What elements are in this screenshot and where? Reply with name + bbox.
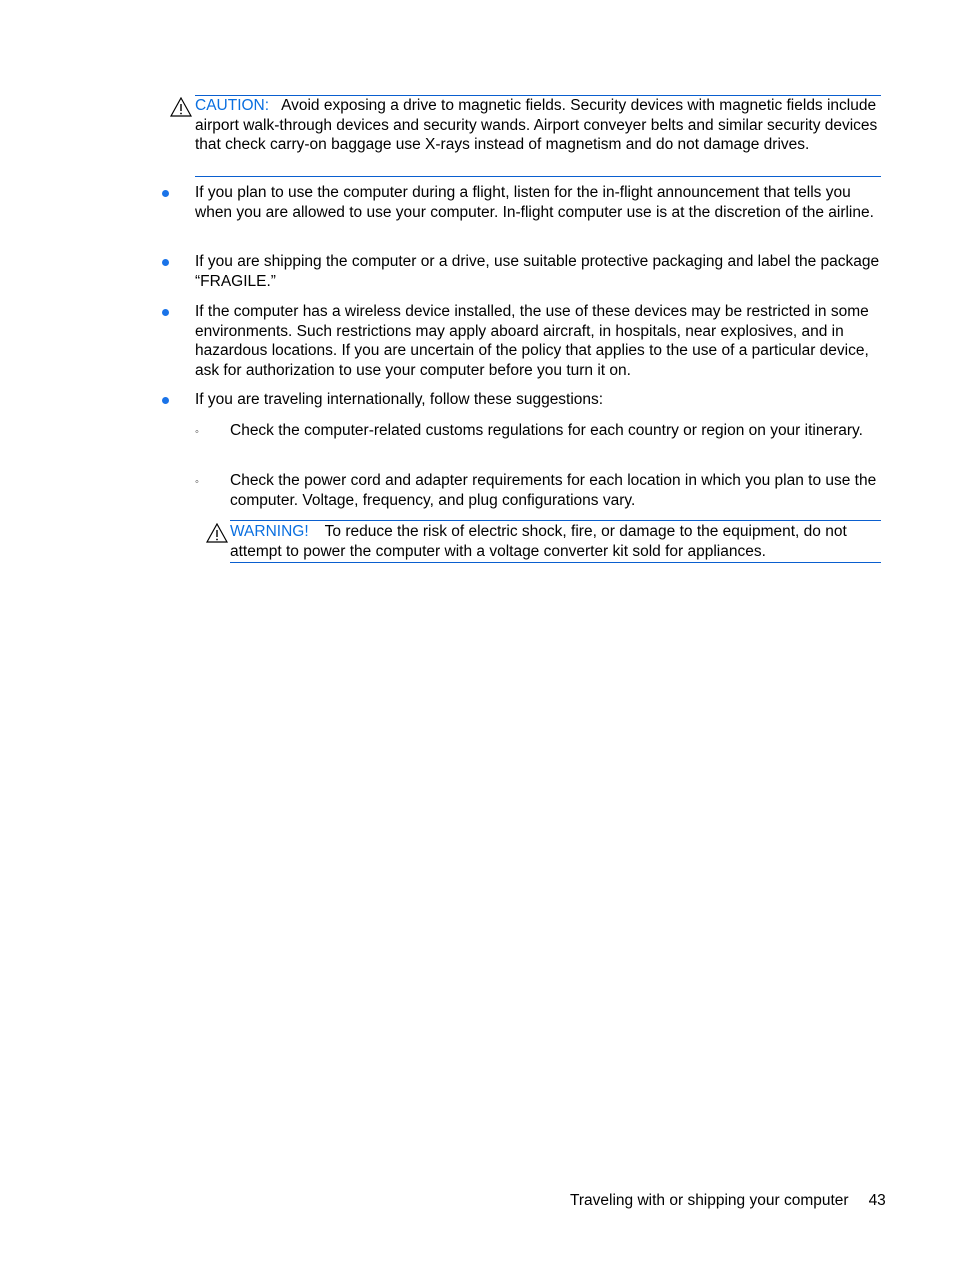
warning-notice xyxy=(230,520,881,563)
bullet-item-3: If the computer has a wireless device installed, the use of these devices may be restricted in some environments. Such restrictions may apply aboard aircraft, in hospitals, near explosives, and in hazardous locations. If you are uncertain of the policy that applies to the use of a particular device, ask for authorization to use your computer before you turn it on. xyxy=(195,303,869,379)
page-footer xyxy=(570,1191,900,1211)
caution-label: CAUTION: xyxy=(195,97,270,114)
bullet-dot-3 xyxy=(162,309,169,316)
sub-bullet-item-1: Check the computer-related customs regulations for each country or region on your itinerary. xyxy=(230,422,863,439)
bullet-item-2: If you are shipping the computer or a drive, use suitable protective packaging and label the package “FRAGILE.” xyxy=(195,253,880,290)
bullet-dot-2 xyxy=(162,259,169,266)
warning-icon xyxy=(206,523,228,543)
bullet-item-1: If you plan to use the computer during a flight, listen for the in-flight announcement that tells you when you are allowed to use your computer. In-flight computer use is at the discretion of the airline. xyxy=(195,184,874,221)
bullet-item-4: If you are traveling internationally, follow these suggestions: xyxy=(195,391,604,408)
footer-section-title: Traveling with or shipping your computer xyxy=(570,1192,849,1209)
page-number: 43 xyxy=(868,1192,886,1209)
warning-text: To reduce the risk of electric shock, fire, or damage to the equipment, do not attempt to power the computer with a voltage converter kit sold for appliances. xyxy=(230,523,847,560)
sub-bullet-marker-1: ◦ xyxy=(195,426,199,438)
warning-label: WARNING! xyxy=(230,523,309,540)
bullet-dot-1 xyxy=(162,190,169,197)
sub-bullet-item-2: Check the power cord and adapter requirements for each location in which you plan to use the computer. Voltage, frequency, and plug configurations vary. xyxy=(230,472,877,509)
caution-icon xyxy=(170,97,192,117)
caution-notice xyxy=(195,95,881,177)
caution-text: Avoid exposing a drive to magnetic fields. Security devices with magnetic fields include airport walk-through devices and security wands. Airport conveyer belts and similar security devices that check carry-on baggage use X-rays instead of magnetism and do not damage drives. xyxy=(195,97,878,153)
bullet-dot-4 xyxy=(162,397,169,404)
sub-bullet-marker-2: ◦ xyxy=(195,476,199,488)
